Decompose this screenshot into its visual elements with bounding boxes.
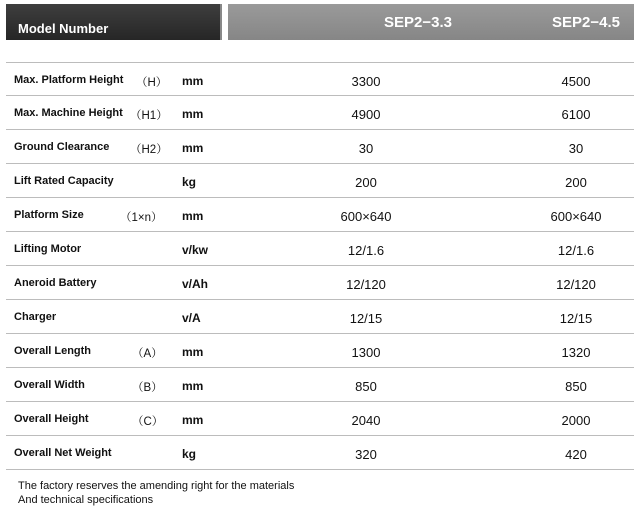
spec-unit: mm — [182, 107, 204, 121]
spec-symbol: （H2） — [130, 144, 168, 156]
table-row — [6, 62, 634, 96]
table-row — [6, 368, 634, 402]
spec-unit: v/A — [182, 311, 201, 325]
table-row — [6, 334, 634, 368]
disclaimer-note — [18, 479, 294, 507]
disclaimer-line-1: The factory reserves the amending right for the materials — [18, 480, 295, 492]
spec-value-model-1: 12/120 — [346, 277, 386, 292]
spec-symbol: （H） — [136, 77, 168, 89]
model-columns-header — [228, 4, 634, 40]
spec-label: Aneroid Battery — [14, 277, 97, 289]
spec-value-model-1: 200 — [355, 175, 377, 190]
spec-value-model-2: 12/120 — [556, 277, 596, 292]
spec-value-model-2: 600×640 — [550, 209, 602, 224]
table-row — [6, 232, 634, 266]
spec-label: Lift Rated Capacity — [14, 175, 114, 187]
spec-label: Overall Height — [14, 413, 89, 425]
table-row — [6, 300, 634, 334]
spec-value-model-1: 320 — [355, 447, 377, 462]
spec-value-model-2: 4500 — [561, 74, 591, 89]
spec-value-model-2: 1320 — [561, 345, 591, 360]
spec-unit: kg — [182, 175, 197, 189]
spec-unit: mm — [182, 345, 204, 359]
spec-value-model-1: 3300 — [351, 74, 381, 89]
spec-label: Max. Machine Height — [14, 107, 123, 119]
table-row — [6, 266, 634, 300]
spec-table-header — [6, 4, 634, 40]
spec-symbol: （1×n） — [120, 212, 163, 224]
spec-table — [6, 62, 634, 470]
spec-label: Charger — [14, 311, 57, 323]
spec-symbol: （H1） — [130, 110, 168, 122]
spec-unit: mm — [182, 141, 204, 155]
spec-unit: mm — [182, 209, 204, 223]
table-row — [6, 96, 634, 130]
spec-unit: mm — [182, 74, 204, 88]
spec-label: Lifting Motor — [14, 243, 82, 255]
spec-symbol: （A） — [132, 348, 163, 360]
spec-label: Overall Length — [14, 345, 92, 357]
spec-unit: v/Ah — [182, 277, 209, 291]
table-row — [6, 130, 634, 164]
spec-value-model-2: 12/15 — [559, 311, 593, 326]
spec-label: Ground Clearance — [14, 141, 110, 153]
spec-value-model-1: 850 — [355, 379, 377, 394]
spec-value-model-1: 30 — [358, 141, 374, 156]
spec-value-model-2: 12/1.6 — [557, 243, 595, 258]
table-row — [6, 164, 634, 198]
spec-value-model-1: 12/15 — [349, 311, 383, 326]
spec-unit: kg — [182, 447, 197, 461]
spec-unit: mm — [182, 413, 204, 427]
spec-value-model-2: 200 — [565, 175, 587, 190]
spec-label: Max. Platform Height — [14, 74, 124, 86]
model-number-header: Model Number — [6, 4, 222, 40]
spec-value-model-2: 6100 — [561, 107, 591, 122]
spec-unit: mm — [182, 379, 204, 393]
spec-label: Overall Net Weight — [14, 447, 112, 459]
spec-label: Overall Width — [14, 379, 85, 391]
spec-value-model-1: 600×640 — [340, 209, 392, 224]
spec-value-model-1: 1300 — [351, 345, 381, 360]
model-name-2: SEP2−4.5 — [552, 14, 620, 31]
spec-value-model-1: 4900 — [351, 107, 381, 122]
spec-label: Platform Size — [14, 209, 84, 221]
model-name-1: SEP2−3.3 — [384, 14, 452, 31]
spec-value-model-2: 850 — [565, 379, 587, 394]
spec-value-model-2: 420 — [565, 447, 587, 462]
spec-symbol: （C） — [132, 416, 164, 428]
spec-unit: v/kw — [182, 243, 209, 257]
spec-value-model-1: 12/1.6 — [347, 243, 385, 258]
spec-symbol: （B） — [132, 382, 163, 394]
spec-value-model-2: 30 — [568, 141, 584, 156]
table-row — [6, 436, 634, 470]
spec-value-model-1: 2040 — [351, 413, 381, 428]
spec-value-model-2: 2000 — [561, 413, 591, 428]
disclaimer-line-2: And technical specifications — [18, 494, 154, 506]
table-row — [6, 402, 634, 436]
table-row — [6, 198, 634, 232]
